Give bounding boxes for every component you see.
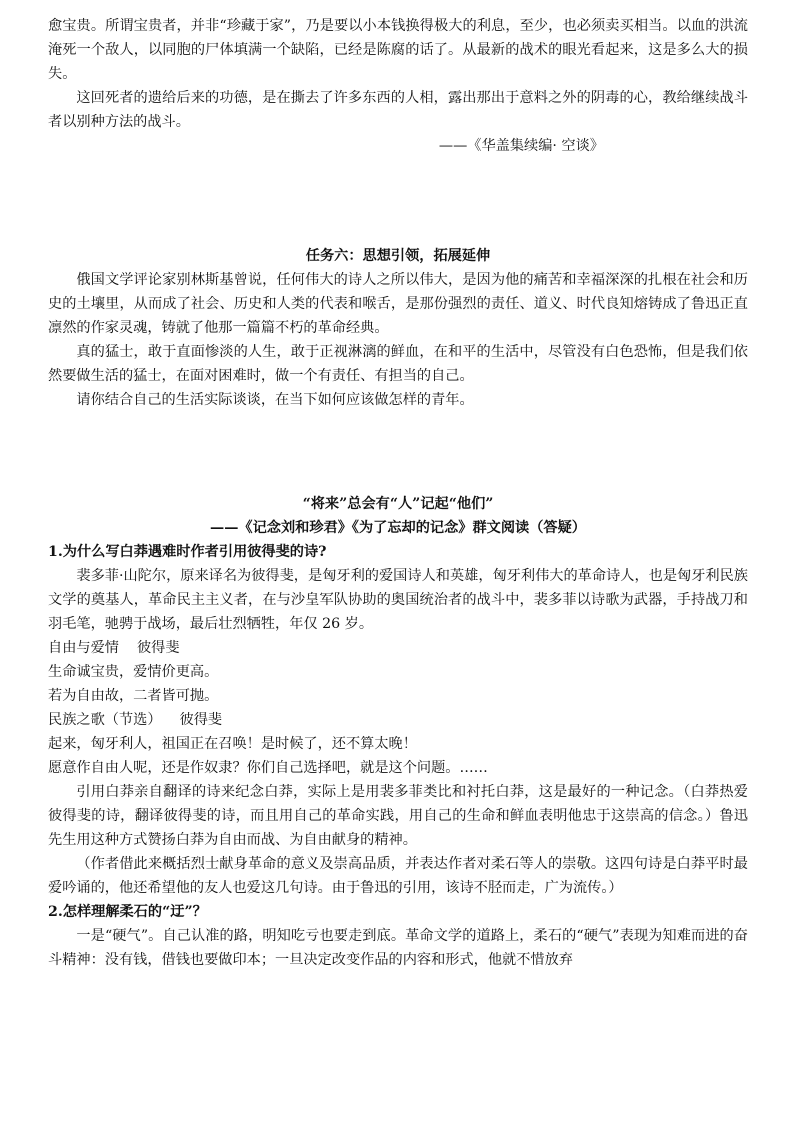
poem-line: 起来，匈牙利人，祖国正在召唤！是时候了，还不算太晚！ — [48, 736, 417, 752]
reading-subtitle: ——《记念刘和珍君》《为了忘却的记念》群文阅读（答疑） — [210, 520, 586, 536]
paragraph: 请你结合自己的生活实际谈谈，在当下如何应该做怎样的青年。 — [76, 392, 474, 408]
poem-line: 愿意作自由人呢，还是作奴隶？你们自己选择吧，就是这个问题。…… — [48, 760, 488, 776]
paragraph: 裴多菲·山陀尔，原来译名为彼得斐，是匈牙利的爱国诗人和英雄，匈牙利伟大的革命诗人，也是匈牙利民族文学的奠基人，革命民主主义者，在与沙皇军队协助的奥国统治者的战斗中，裴多菲以诗歌为武器，手持战刀和羽毛笔，驰骋于战场，最后壮烈牺牲，年仅 26 岁。 — [48, 568, 748, 632]
paragraph: 真的猛士，敢于直面惨淡的人生，敢于正视淋漓的鲜血，在和平的生活中，尽管没有白色恐怖，但是我们依然要做生活的猛士，在面对困难时，做一个有责任、有担当的自己。 — [48, 344, 748, 384]
paragraph: 愈宝贵。所谓宝贵者，并非“珍藏于家”，乃是要以小本钱换得极大的利息，至少，也必须卖买相当。以血的洪流淹死一个敌人，以同胞的尸体填满一个缺陷，已经是陈腐的话了。从最新的战术的眼光看起来，这是多么大的损失。 — [48, 18, 748, 82]
section-reading — [48, 492, 748, 972]
paragraph: 俄国文学评论家别林斯基曾说，任何伟大的诗人之所以伟大，是因为他的痛苦和幸福深深的扎根在社会和历史的土壤里，从而成了社会、历史和人类的代表和喉舌，是那份强烈的责任、道义、时代良知熔铸成了鲁迅正直凛然的作家灵魂，铸就了他那一篇篇不朽的革命经典。 — [48, 272, 748, 336]
document-page — [48, 14, 748, 972]
question-1: 1.为什么写白莽遇难时作者引用彼得斐的诗? — [48, 544, 327, 560]
paragraph: 一是“硬气”。自己认准的路，明知吃亏也要走到底。革命文学的道路上，柔石的“硬气”表现为知难而进的奋斗精神：没有钱，借钱也要做印本；一旦决定改变作品的内容和形式，他就不惜放弃 — [48, 928, 748, 968]
question-2: 2.怎样理解柔石的“迂”？ — [48, 904, 207, 920]
spacer — [48, 158, 748, 244]
paragraph: 这回死者的遗给后来的功德，是在撕去了许多东西的人相，露出那出于意料之外的阴毒的心，教给继续战斗者以别种方法的战斗。 — [48, 90, 748, 130]
poem-line: 若为自由故，二者皆可抛。 — [48, 688, 219, 704]
poem-line: 自由与爱情 彼得斐 — [48, 640, 180, 656]
paragraph: 引用白莽亲自翻译的诗来纪念白莽，实际上是用裴多菲类比和衬托白莽，这是最好的一种记念。（白莽热爱彼得斐的诗，翻译彼得斐的诗，而且用自己的革命实践，用自己的生命和鲜血表明他忠于这崇高的信念。）鲁迅先生用这种方式赞扬白莽为自由而战、为自由献身的精神。 — [48, 784, 748, 848]
section-top — [48, 14, 748, 158]
section-task6 — [48, 244, 748, 412]
poem-line: 民族之歌（节选） 彼得斐 — [48, 712, 223, 728]
reading-title: “将来”总会有“人”记起“他们” — [302, 496, 494, 512]
source-citation: ——《华盖集续编· 空谈》 — [438, 138, 604, 154]
task6-heading: 任务六：思想引领，拓展延伸 — [305, 248, 491, 264]
paragraph: （作者借此来概括烈士献身革命的意义及崇高品质，并表达作者对柔石等人的崇敬。这四句诗是白莽平时最爱吟诵的，他还希望他的友人也爱这几句诗。由于鲁迅的引用，该诗不胫而走，广为流传。） — [48, 856, 748, 896]
spacer — [48, 412, 748, 492]
poem-line: 生命诚宝贵，爱情价更高。 — [48, 664, 219, 680]
